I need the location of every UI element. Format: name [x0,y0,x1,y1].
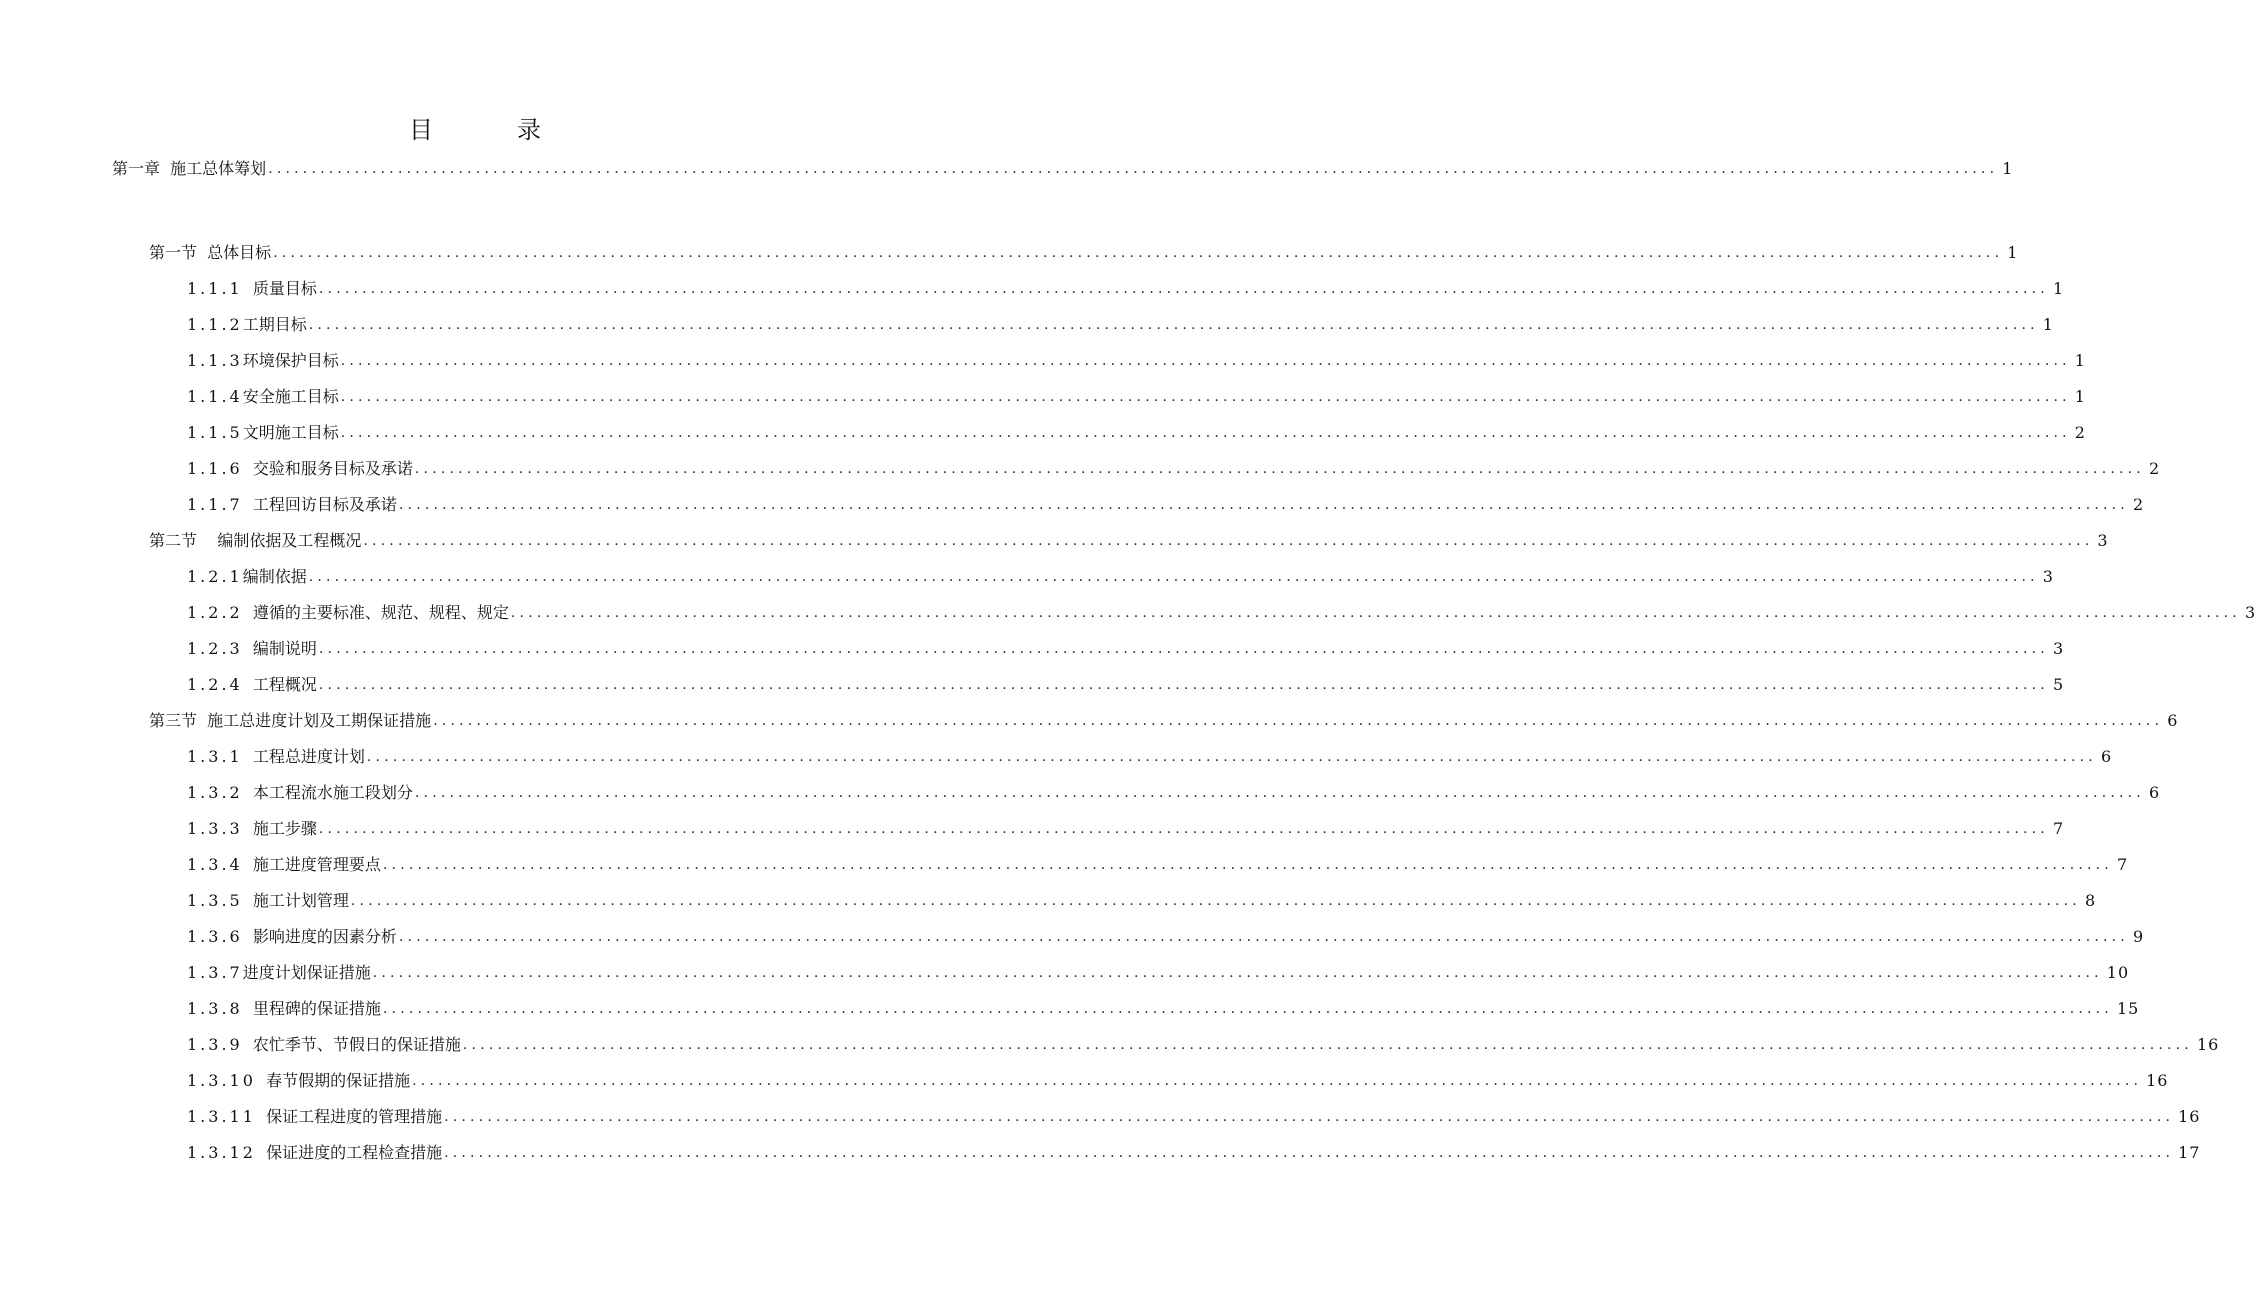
toc-page-number: 1 [2052,279,2065,298]
toc-page-number: 1 [2074,351,2086,370]
toc-entry-number: 1.1.5 [187,423,243,442]
toc-entry-label [187,746,365,768]
toc-entry-label [187,602,509,624]
toc-entry-number: 1.3.2 [187,783,243,802]
toc-dot-leader: ........................................................................................................................................................................................................ [350,893,2081,909]
toc-entry-text: 第一节 总体目标 [149,243,272,262]
toc-entry-label [187,890,349,912]
toc-entry[interactable] [187,560,2054,588]
toc-entry[interactable] [187,884,2097,912]
toc-entry-label [187,566,307,588]
toc-entry-text: 工程总进度计划 [242,747,365,766]
toc-entry-text: 交验和服务目标及承诺 [242,459,413,478]
toc-page-number: 9 [2132,927,2145,946]
toc-entry-text: 文明施工目标 [242,423,339,442]
toc-entry-text: 影响进度的因素分析 [242,927,397,946]
toc-entry-number: 1.3.7 [187,963,243,982]
toc-page-number: 6 [2167,711,2179,730]
toc-dot-leader: ........................................................................................................................................................................................................ [510,605,2241,621]
toc-entry[interactable] [187,632,2065,660]
toc-entry-text: 工程概况 [242,675,317,694]
toc-entry-number: 1.1.6 [187,459,243,478]
toc-dot-leader: ........................................................................................................................................................................................................ [372,965,2103,981]
toc-entry[interactable] [187,596,2256,624]
toc-page-number: 2 [2148,459,2161,478]
toc-entry-label [187,350,339,372]
toc-entry[interactable] [187,1100,2201,1128]
toc-dot-leader: ........................................................................................................................................................................................................ [382,1001,2113,1017]
toc-dot-leader: ........................................................................................................................................................................................................ [273,245,2004,261]
toc-entry-number: 1.1.4 [187,387,243,406]
toc-dot-leader: ........................................................................................................................................................................................................ [462,1037,2193,1053]
toc-entry-label [149,242,271,264]
toc-dot-leader: ........................................................................................................................................................................................................ [308,317,2039,333]
toc-dot-leader: ........................................................................................................................................................................................................ [414,785,2145,801]
toc-dot-leader: ........................................................................................................................................................................................................ [444,1109,2175,1125]
toc-entry-text: 施工步骤 [242,819,317,838]
toc-dot-leader: ........................................................................................................................................................................................................ [340,353,2071,369]
toc-dot-leader: ........................................................................................................................................................................................................ [414,461,2145,477]
toc-page-number: 15 [2116,999,2140,1018]
toc-page-number: 8 [2084,891,2097,910]
toc-entry-number: 1.3.3 [187,819,243,838]
toc-entry-text: 进度计划保证措施 [242,963,371,982]
toc-entry[interactable] [187,956,2130,984]
toc-page-number: 16 [2146,1071,2169,1090]
toc-entry-text: 施工计划管理 [242,891,349,910]
toc-entry[interactable] [187,416,2086,444]
toc-entry-text: 遵循的主要标准、规范、规程、规定 [242,603,509,622]
toc-entry-number: 1.1.2 [187,315,243,334]
toc-entry-label [187,818,317,840]
toc-entry[interactable] [187,848,2129,876]
toc-entry-text: 保证进度的工程检查措施 [255,1143,443,1162]
toc-entry[interactable] [112,152,2014,180]
toc-entry-number: 1.3.11 [187,1107,256,1126]
toc-entry[interactable] [187,380,2086,408]
toc-page-number: 3 [2244,603,2256,622]
toc-entry-label [187,458,413,480]
toc-page-number: 16 [2196,1035,2220,1054]
toc-entry[interactable] [187,272,2065,300]
toc-dot-leader: ........................................................................................................................................................................................................ [318,821,2049,837]
toc-entry-label [187,1142,442,1164]
toc-entry-label [187,278,317,300]
toc-entry-text: 里程碑的保证措施 [242,999,381,1018]
toc-page-number: 10 [2106,963,2130,982]
toc-entry-text: 质量目标 [242,279,317,298]
toc-entry-number: 1.3.12 [187,1143,256,1162]
toc-entry-text: 本工程流水施工段划分 [242,783,413,802]
toc-entry[interactable] [187,776,2161,804]
toc-entry-number: 1.2.3 [187,639,243,658]
toc-page-number: 2 [2074,423,2086,442]
toc-dot-leader: ........................................................................................................................................................................................................ [444,1145,2175,1161]
toc-entry-label [187,854,381,876]
toc-entry-label [187,998,381,1020]
toc-entry-text: 春节假期的保证措施 [255,1071,411,1090]
toc-entry-label [187,1070,410,1092]
toc-page-number: 1 [2007,243,2019,262]
toc-entry-label [187,314,307,336]
toc-entry[interactable] [187,308,2054,336]
toc-dot-leader: ........................................................................................................................................................................................................ [308,569,2039,585]
toc-entry[interactable] [187,488,2145,516]
toc-entry-number: 1.3.9 [187,1035,243,1054]
toc-entry[interactable] [187,740,2113,768]
toc-dot-leader: ........................................................................................................................................................................................................ [366,749,2097,765]
toc-dot-leader: ........................................................................................................................................................................................................ [340,389,2071,405]
toc-dot-leader: ........................................................................................................................................................................................................ [363,533,2094,549]
toc-entry-text: 编制依据 [242,567,307,586]
toc-dot-leader: ........................................................................................................................................................................................................ [268,161,1999,177]
toc-page-number: 2 [2132,495,2145,514]
toc-entry[interactable] [187,668,2065,696]
toc-entry-number: 1.3.10 [187,1071,256,1090]
toc-dot-leader: ........................................................................................................................................................................................................ [340,425,2071,441]
toc-entry-text: 第三节 施工总进度计划及工期保证措施 [149,711,432,730]
toc-page-number: 7 [2052,819,2065,838]
toc-entry-label [187,782,413,804]
toc-page-number: 3 [2097,531,2109,550]
toc-entry-text: 第二节 编制依据及工程概况 [149,531,362,550]
toc-page-number: 3 [2052,639,2065,658]
toc-entry-label [149,530,361,552]
toc-entry-label [187,1034,461,1056]
toc-page-number: 3 [2042,567,2054,586]
toc-entry-text: 环境保护目标 [242,351,339,370]
toc-dot-leader: ........................................................................................................................................................................................................ [398,497,2129,513]
toc-entry-number: 1.3.5 [187,891,243,910]
toc-entry-text: 农忙季节、节假日的保证措施 [242,1035,461,1054]
toc-entry-number: 1.2.4 [187,675,243,694]
toc-dot-leader: ........................................................................................................................................................................................................ [433,713,2164,729]
toc-entry-label [187,494,397,516]
toc-entry-number: 1.2.2 [187,603,243,622]
toc-entry[interactable] [149,704,2179,732]
toc-entry-label [187,926,397,948]
toc-entry-number: 1.3.8 [187,999,243,1018]
toc-entry-label [187,386,339,408]
toc-entry-text: 工程回访目标及承诺 [242,495,397,514]
toc-entry-text: 保证工程进度的管理措施 [255,1107,443,1126]
toc-page-number: 17 [2178,1143,2201,1162]
toc-page-number: 6 [2148,783,2161,802]
toc-entry[interactable] [187,812,2065,840]
toc-entry-label [112,158,266,180]
toc-entry-label [149,710,431,732]
toc-entry[interactable] [187,1136,2201,1164]
toc-page-number: 7 [2116,855,2129,874]
toc-entry-text: 工期目标 [242,315,307,334]
toc-entry-label [187,674,317,696]
toc-entry-text: 第一章 施工总体筹划 [112,159,267,178]
toc-entry-text: 施工进度管理要点 [242,855,381,874]
toc-entry[interactable] [187,1028,2220,1056]
toc-title: 目 录 [409,116,571,144]
toc-page-number: 1 [2074,387,2086,406]
toc-page-number: 1 [2002,159,2014,178]
toc-entry-label [187,962,371,984]
toc-entry[interactable] [149,524,2109,552]
toc-entry-number: 1.3.4 [187,855,243,874]
toc-entry-number: 1.3.6 [187,927,243,946]
toc-entry-label [187,422,339,444]
toc-entry-number: 1.1.7 [187,495,243,514]
toc-dot-leader: ........................................................................................................................................................................................................ [318,677,2049,693]
toc-dot-leader: ........................................................................................................................................................................................................ [318,641,2049,657]
toc-entry[interactable] [187,1064,2169,1092]
toc-page-number: 16 [2178,1107,2201,1126]
toc-entry[interactable] [149,236,2019,264]
toc-dot-leader: ........................................................................................................................................................................................................ [412,1073,2143,1089]
toc-entry[interactable] [187,920,2145,948]
toc-dot-leader: ........................................................................................................................................................................................................ [398,929,2129,945]
toc-entry-number: 1.1.1 [187,279,243,298]
toc-dot-leader: ........................................................................................................................................................................................................ [382,857,2113,873]
toc-entry-number: 1.3.1 [187,747,243,766]
toc-entry-text: 编制说明 [242,639,317,658]
toc-entry[interactable] [187,452,2161,480]
toc-entry-number: 1.1.3 [187,351,243,370]
toc-page-number: 6 [2100,747,2113,766]
toc-page-number: 5 [2052,675,2065,694]
toc-entry-label [187,638,317,660]
toc-dot-leader: ........................................................................................................................................................................................................ [318,281,2049,297]
toc-page-number: 1 [2042,315,2054,334]
toc-entry-text: 安全施工目标 [242,387,339,406]
toc-entry-label [187,1106,442,1128]
toc-entry[interactable] [187,992,2140,1020]
toc-entry[interactable] [187,344,2086,372]
toc-entry-number: 1.2.1 [187,567,243,586]
